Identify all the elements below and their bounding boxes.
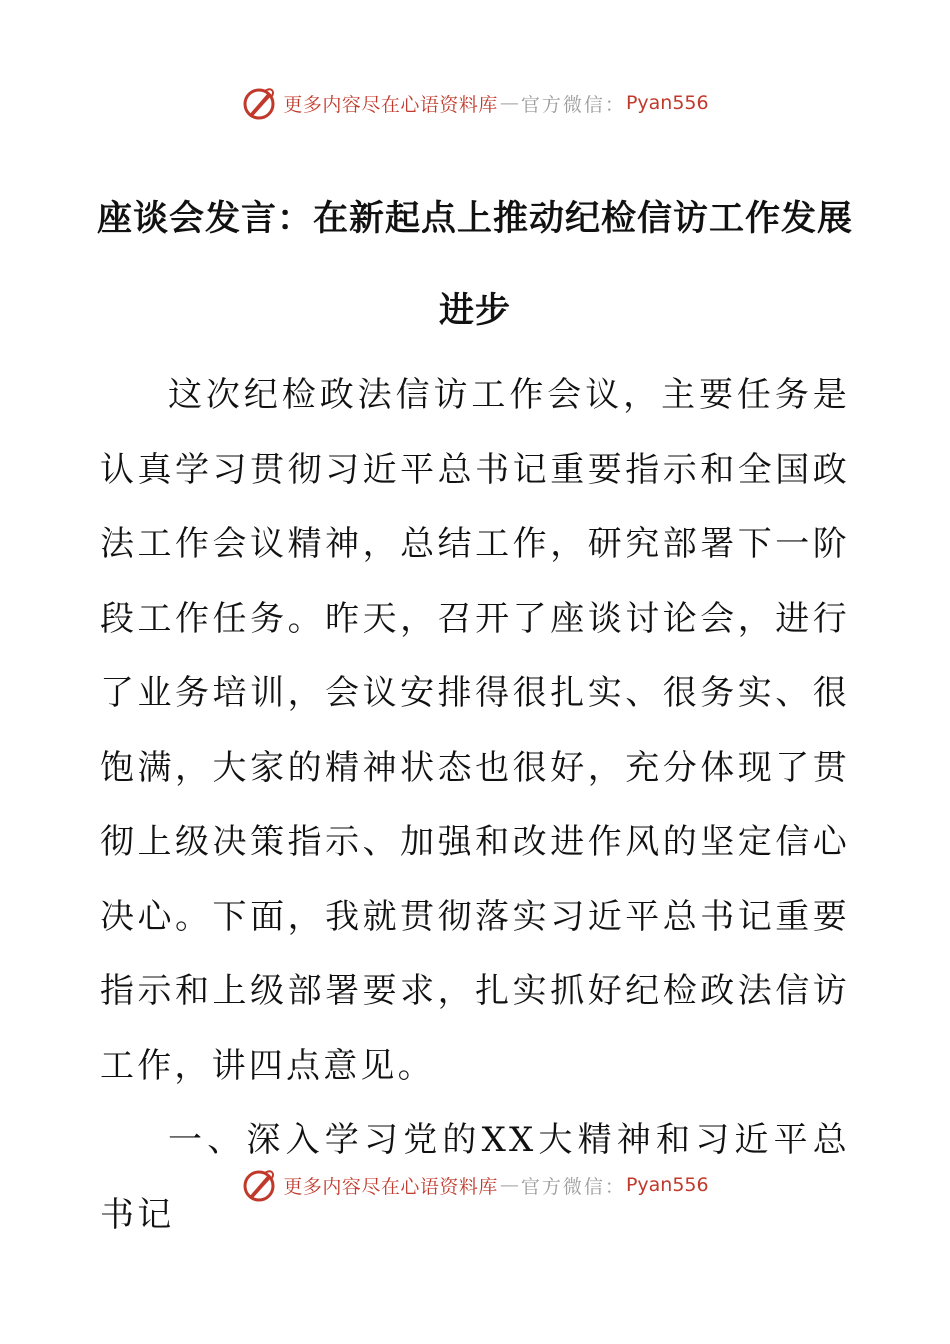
watermark-text: 更多内容尽在心语资料库 xyxy=(283,1175,498,1198)
watermark-wechat-id: Pyan556 xyxy=(625,92,709,114)
document-title: 座谈会发言：在新起点上推动纪检信访工作发展进步 xyxy=(96,199,853,331)
section-heading: 一、深入学习党的XX大精神和习近平总书记 xyxy=(100,1120,850,1235)
watermark-separator: — xyxy=(499,1174,519,1196)
quill-circle-logo xyxy=(241,1167,277,1203)
watermark-label: 官方微信： xyxy=(520,1175,626,1198)
footer-watermark xyxy=(0,1160,950,1210)
watermark-wechat-id: Pyan556 xyxy=(625,1174,709,1196)
watermark-separator: — xyxy=(499,92,519,114)
body-paragraph: 这次纪检政法信访工作会议，主要任务是认真学习贯彻习近平总书记重要指示和全国政法工作会议精神，总结工作，研究部署下一阶段工作任务。昨天，召开了座谈讨论会，进行了业务培训，会议安排得很扎实、很务实、很饱满，大家的精神状态也很好，充分体现了贯彻上级决策指示、加强和改进作风的坚定信心决心。下面，我就贯彻落实习近平总书记重要指示和上级部署要求，扎实抓好纪检政法信访工作，讲四点意见。 xyxy=(100,375,850,1086)
document-body xyxy=(100,358,850,1252)
watermark-text: 更多内容尽在心语资料库 xyxy=(283,93,498,116)
watermark-label: 官方微信： xyxy=(520,93,626,116)
header-watermark xyxy=(0,78,950,128)
quill-circle-logo xyxy=(241,85,277,121)
